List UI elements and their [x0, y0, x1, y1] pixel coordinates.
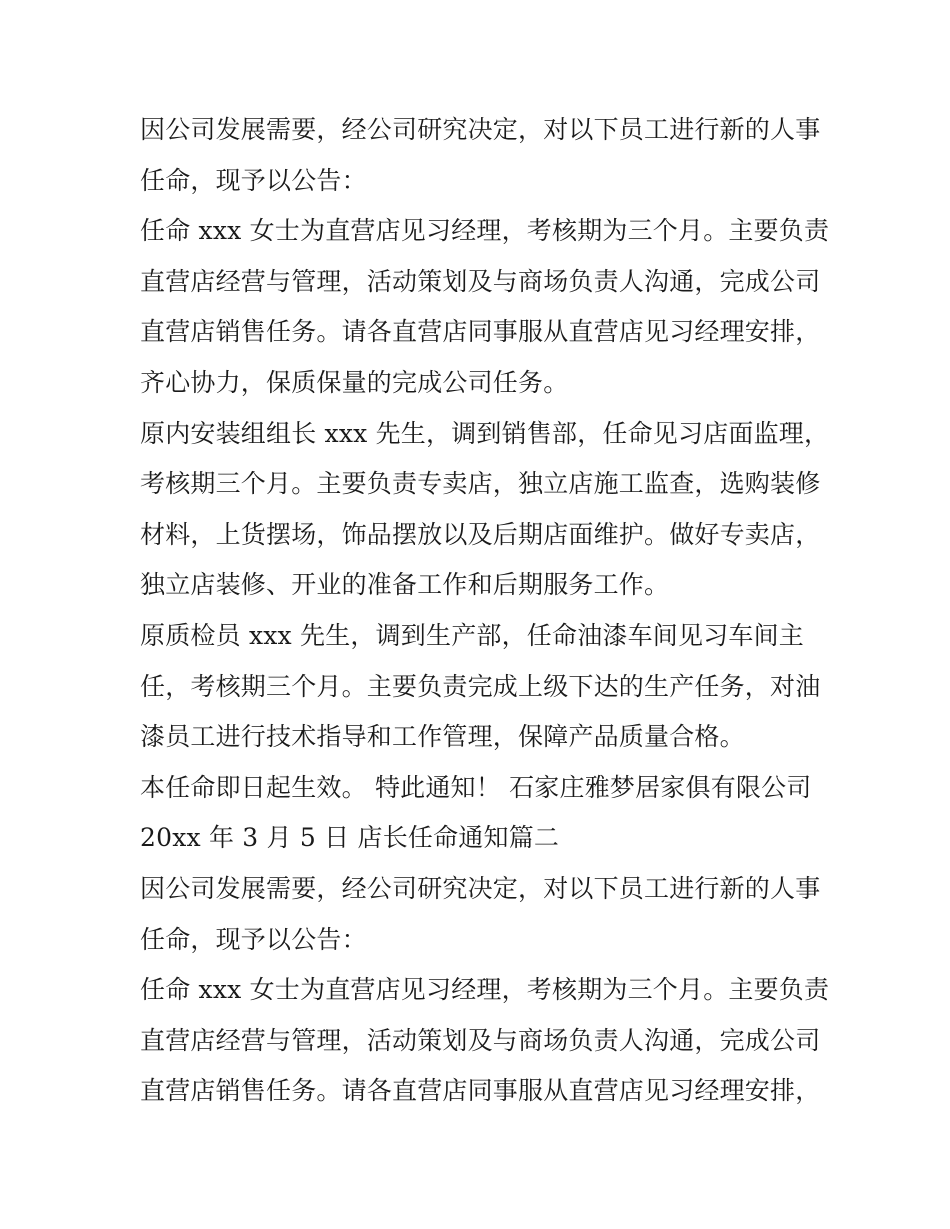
text-line: 任，考核期三个月。主要负责完成上级下达的生产任务，对油 [140, 671, 821, 701]
text-line: 直营店销售任务。请各直营店同事服从直营店见习经理安排， [140, 317, 821, 347]
document-page [140, 105, 830, 1117]
text-line: 直营店销售任务。请各直营店同事服从直营店见习经理安排， [140, 1076, 821, 1106]
text-line: 任命 xxx 女士为直营店见习经理，考核期为三个月。主要负责 [140, 216, 830, 246]
text-line: 直营店经营与管理，活动策划及与商场负责人沟通，完成公司 [140, 1025, 821, 1055]
text-line: 任命 xxx 女士为直营店见习经理，考核期为三个月。主要负责 [140, 975, 830, 1005]
text-line: 任命，现予以公告： [140, 924, 367, 954]
text-line: 任命，现予以公告： [140, 165, 367, 195]
text-line: 齐心协力，保质保量的完成公司任务。 [140, 367, 569, 397]
text-line: 独立店装修、开业的准备工作和后期服务工作。 [140, 570, 670, 600]
text-line: 原内安装组组长 xxx 先生，调到销售部，任命见习店面监理， [140, 418, 830, 448]
text-line: 因公司发展需要，经公司研究决定，对以下员工进行新的人事 [140, 873, 821, 903]
text-line: 考核期三个月。主要负责专卖店，独立店施工监查，选购装修 [140, 469, 821, 499]
text-line: 漆员工进行技术指导和工作管理，保障产品质量合格。 [140, 722, 745, 752]
text-line: 材料，上货摆场，饰品摆放以及后期店面维护。做好专卖店， [140, 519, 821, 549]
text-line: 原质检员 xxx 先生，调到生产部，任命油漆车间见习车间主 [140, 620, 804, 650]
text-line: 直营店经营与管理，活动策划及与商场负责人沟通，完成公司 [140, 266, 821, 296]
text-line: 20xx 年 3 月 5 日 店长任命通知篇二 [140, 823, 560, 853]
text-line: 本任命即日起生效。 特此通知！ 石家庄雅梦居家俱有限公司 [140, 772, 812, 802]
text-line: 因公司发展需要，经公司研究决定，对以下员工进行新的人事 [140, 115, 821, 144]
